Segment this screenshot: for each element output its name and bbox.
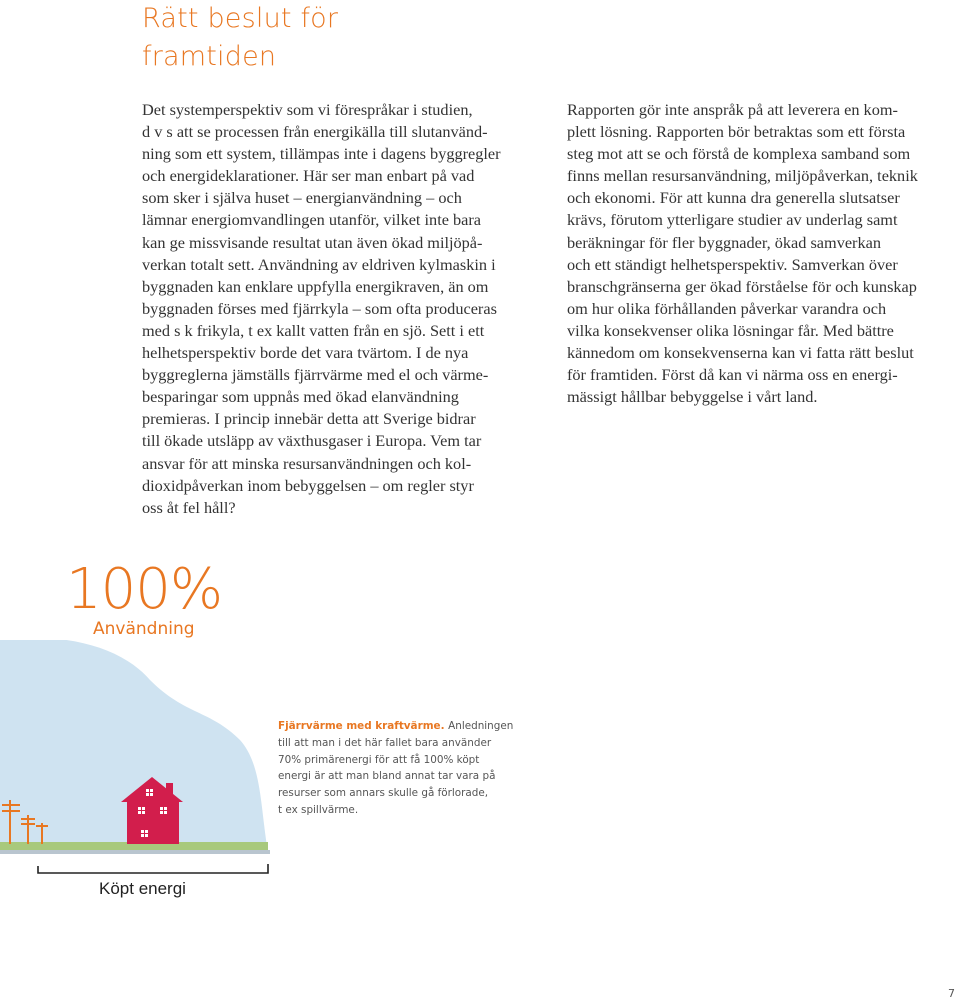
text-line: till ökade utsläpp av växthusgaser i Europa. Vem tar [142,431,482,451]
right-column-text [567,99,960,408]
text-line: lämnar energiomvandlingen utanför, vilket inte bara [142,210,482,230]
text-line: ning som ett system, tillämpas inte i dagens byggregler [142,144,501,164]
text-line: som sker i själva huset – energianvändning – och [142,188,462,208]
text-line: plett lösning. Rapporten bör betraktas som ett första [567,122,906,142]
text-line: mässigt hållbar bebyggelse i vårt land. [567,387,818,407]
text-line: dioxidpåverkan inom bebyggelsen – om regler styr [142,475,474,495]
district-heating-pipe [0,850,270,854]
caption-block [278,718,538,819]
bought-energy-label: Köpt energi [99,879,186,898]
text-line: med s k frikyla, t ex kallt vatten från en sjö. Sett i ett [142,320,485,340]
page-heading [142,0,502,76]
text-line: Rapporten gör inte anspråk på att leverera en kom- [567,100,898,119]
text-line: finns mellan resursanvändning, miljöpåverkan, teknik [567,166,918,186]
text-line: beräkningar för fler byggnader, ökad samverkan [567,232,881,252]
text-line: för framtiden. Först då kan vi närma oss en energi- [567,365,898,385]
text-line: premieras. I princip innebär detta att Sverige bidrar [142,409,476,429]
text-line: oss åt fel håll? [142,497,236,517]
caption-line: 70% primärenergi för att få 100% köpt [278,753,480,766]
bought-energy-bracket [38,864,268,873]
text-line: besparingar som uppnås med ökad elanvändning [142,387,459,407]
usage-percentage: 100% [66,557,223,622]
caption-line: resurser som annars skulle gå förlorade, [278,787,489,800]
heading-line-2: framtiden [142,41,277,72]
caption-line: energi är att man bland annat tar vara på [278,770,496,783]
usage-label: Användning [93,619,195,639]
text-line: och ett ständigt helhetsperspektiv. Samverkan över [567,254,898,274]
caption-line: Anledningen [448,720,514,732]
text-line: och ekonomi. För att kunna dra generella slutsatser [567,188,900,208]
text-line: byggnaden förses med fjärrkyla – som ofta produceras [142,298,497,318]
text-line: och energideklarationer. Här ser man enbart på vad [142,166,475,186]
text-line: om hur olika förhållanden påverkar varandra och [567,298,887,318]
text-line: vilka konsekvenser olika lösningar får. Med bättre [567,320,894,340]
caption-title: Fjärrvärme med kraftvärme. [278,720,449,732]
text-line: steg mot att se och förstå de komplexa samband som [567,144,911,164]
page-number: 7 [948,987,955,1000]
caption-line: till att man i det här fallet bara använder [278,736,492,749]
text-line: kännedom om konsekvenserna kan vi fatta rätt beslut [567,343,914,363]
text-line: d v s att se processen från energikälla till slutanvänd- [142,122,488,142]
text-line: ansvar för att minska resursanvändningen och kol- [142,453,472,473]
text-line: byggnaden kan enklare uppfylla energikraven, än om [142,276,489,296]
text-line: verkan totalt sett. Användning av eldriven kylmaskin i [142,254,496,274]
text-line: byggreglerna jämställs fjärrvärme med el och värme- [142,365,489,385]
text-line: krävs, förutom ytterligare studier av underlag samt [567,210,898,230]
text-line: Det systemperspektiv som vi förespråkar i studien, [142,100,473,119]
text-line: helhetsperspektiv borde det vara tvärtom. I de nya [142,343,469,363]
text-line: branschgränserna ger ökad förståelse för och kunskap [567,276,917,296]
left-column-text [142,99,537,519]
caption-line: t ex spillvärme. [278,803,359,816]
heading-line-1: Rätt beslut för [142,3,339,34]
text-line: kan ge missvisande resultat utan även ökad miljöpå- [142,232,483,252]
